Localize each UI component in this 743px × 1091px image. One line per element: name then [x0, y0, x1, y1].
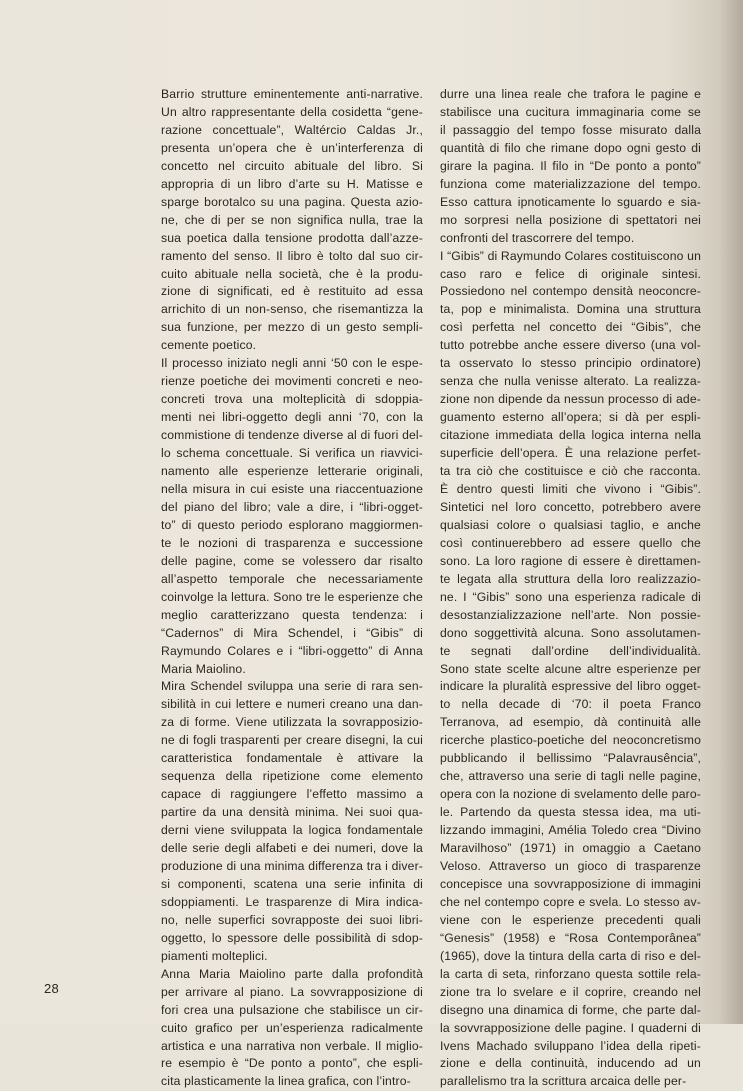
- text-line: Anna Maria Maiolino parte dalla profondità: [161, 966, 423, 981]
- text-line: zione non dipende da nessun processo di ade-: [440, 392, 701, 407]
- text-line: appropria di un libro d’arte su H. Matisse e: [161, 176, 423, 191]
- text-line: viene con le esperienze precedenti quali: [440, 912, 701, 927]
- text-line: nella misura in cui esiste una riaccentuazione: [161, 481, 423, 496]
- text-line: lizzando immagini, Amélia Toledo crea “Divino: [440, 823, 701, 838]
- text-line: superficie dell’opera. È una relazione perfet-: [440, 446, 701, 461]
- text-line: che, attraverso una serie di tagli nelle pagine,: [440, 769, 701, 784]
- text-line: si componenti, scatena una serie infinita di: [161, 876, 423, 891]
- text-line: sparge borotalco su una pagina. Questa azio-: [161, 194, 423, 209]
- text-line: cuito grafico per un’esperienza radicalmente: [161, 1020, 423, 1035]
- text-line: ramento del senso. Il libro è tolto dal suo cir-: [161, 248, 423, 263]
- text-line: te segnati dall’ordine dell’individualità.: [440, 643, 701, 658]
- text-line: caso raro e felice di originale sintesi.: [440, 266, 701, 281]
- text-line: parallelismo tra la scrittura arcaica delle per-: [440, 1074, 687, 1089]
- text-line: disegno una dinamica di forme, che parte dal-: [440, 1002, 701, 1017]
- text-line: zione di significati, ed è restituito ad essa: [161, 284, 423, 299]
- text-line: per arrivare al piano. La sovvrapposizione di: [161, 984, 423, 999]
- text-line: pubblicando il bellissimo “Palavrausência”,: [440, 751, 701, 766]
- text-line: ta osservato lo stesso principio ordinatore): [440, 356, 701, 371]
- text-line: Terranova, ad esempio, dà continuità alle: [440, 715, 701, 730]
- text-line: cemente poetico.: [161, 338, 257, 353]
- text-line: citazione immediata della logica interna nella: [440, 428, 701, 443]
- text-column-left: [161, 86, 423, 1091]
- page-edge-shadow: [719, 0, 743, 1024]
- text-line: capace di raggiungere l’effetto massimo a: [161, 787, 423, 802]
- text-line: no, nelle superfici sovrapposte dei suoi libri-: [161, 912, 423, 927]
- text-line: la sovvrapposizione delle pagine. I quaderni di: [440, 1020, 701, 1035]
- text-line: funziona come materializzazione del tempo.: [440, 176, 701, 191]
- text-line: Maravilhoso” (1971) in omaggio a Caetano: [440, 841, 701, 856]
- text-line: Possiedono nel contempo densità neoconcre-: [440, 284, 701, 299]
- text-line: la carta di seta, rinforzano questa sottile rela-: [440, 966, 701, 981]
- text-line: tutto potrebbe anche essere diverso (una vol-: [440, 338, 701, 353]
- text-line: menti nei libri-oggetto degli anni ‘70, con la: [161, 410, 423, 425]
- text-line: oggetto, lo spessore delle possibilità di sdop-: [161, 930, 423, 945]
- text-line: ricerche plastico-poetiche del neoconcretismo: [440, 733, 701, 748]
- text-line: ta tra ciò che costituisce e ciò che racconta.: [440, 464, 701, 479]
- text-line: sequenza della ripetizione come elemento: [161, 769, 423, 784]
- text-line: Il processo iniziato negli anni ‘50 con le espe-: [161, 356, 423, 371]
- text-line: “Genesis” (1958) e “Rosa Contemporânea”: [440, 930, 701, 945]
- text-line: (1965), dove la tintura della carta di riso e del-: [440, 948, 701, 963]
- text-line: durre una linea reale che trafora le pagine e: [440, 87, 701, 101]
- text-line: così continuerebbero ad essere quello che: [440, 535, 701, 550]
- text-line: derni viene sviluppata la logica fondamentale: [161, 823, 423, 838]
- text-line: to nella decade di ‘70: il poeta Franco: [440, 697, 701, 712]
- text-line: dono soggettività alcuna. Sono assolutamen-: [440, 625, 701, 640]
- text-line: cuito abituale nella società, che è la produ-: [161, 266, 423, 281]
- text-line: sono. La loro ragione di essere è direttamen-: [440, 553, 701, 568]
- text-line: sdoppiamenti. Le trasparenze di Mira indica-: [161, 894, 423, 909]
- text-line: te le nozioni di trasparenza e successione: [161, 535, 423, 550]
- text-line: coinvolge la lettura. Sono tre le esperienze che: [161, 589, 423, 604]
- text-line: senza che nulla venisse alterato. La realizza-: [440, 374, 701, 389]
- text-line: quantità di filo che rimane dopo ogni gesto di: [440, 140, 701, 155]
- text-line: zione tra lo svelare e il coprire, creando nel: [440, 984, 701, 999]
- text-line: concetto nel circuito abituale del libro. Si: [161, 158, 423, 173]
- text-line: girare la pagina. Il filo in “De ponto a ponto”: [440, 158, 701, 173]
- text-line: namento alle esperienze letterarie originali,: [161, 464, 423, 479]
- text-line: le. Partendo da questa stessa idea, ma uti-: [440, 805, 701, 820]
- text-line: così perfetta nel concetto dei “Gibis”, che: [440, 320, 701, 335]
- text-line: te legata alla struttura della loro realizzazio-: [440, 571, 701, 586]
- text-column-right: [440, 86, 701, 1091]
- text-line: desostanzializzazione nell’arte. Non possie-: [440, 607, 701, 622]
- text-line: che nel contempo copre e svela. Lo stesso av-: [440, 894, 701, 909]
- text-line: concreti trova una molteplicità di sdoppia-: [161, 392, 423, 407]
- text-line: È dentro questi limiti che vivono i “Gibis”.: [440, 481, 701, 496]
- text-line: Sono state scelte alcune altre esperienze per: [440, 661, 701, 676]
- text-line: rienze poetiche dei movimenti concreti e neo-: [161, 374, 423, 389]
- text-line: fori crea una pulsazione che stabilisce un cir-: [161, 1002, 423, 1017]
- text-line: Sintetici nel loro concetto, potrebbero avere: [440, 499, 701, 514]
- text-line: meglio caratterizzano questa tendenza: i: [161, 607, 423, 622]
- text-line: sua funzione, per mezzo di un gesto sempli-: [161, 320, 423, 335]
- text-line: ne di fogli trasparenti per creare disegni, la cui: [161, 733, 423, 748]
- text-line: del piano del libro; vale a dire, i “libri-ogget-: [161, 499, 423, 514]
- text-line: commistione di tendenze diverse al di fuori del-: [161, 428, 423, 443]
- page-number: 28: [44, 981, 60, 996]
- text-line: piamenti molteplici.: [161, 948, 268, 963]
- text-line: razione concettuale”, Waltércio Caldas Jr.,: [161, 122, 423, 137]
- text-line: sua poetica dalla tensione prodotta dall’azze-: [161, 230, 423, 245]
- text-line: Un altro rappresentante della cosidetta “gene-: [161, 104, 423, 119]
- text-line: lo schema concettuale. Si verifica un riavvici-: [161, 446, 423, 461]
- text-line: ta, pop e minimalista. Domina una struttura: [440, 302, 701, 317]
- text-line: Esso cattura ipnoticamente lo sguardo e sia-: [440, 194, 701, 209]
- text-line: guamento esterno all’opera; si dà per espli-: [440, 410, 701, 425]
- text-line: opera con la nozione di svelamento delle paro-: [440, 787, 701, 802]
- text-line: I “Gibis” di Raymundo Colares costituiscono un: [440, 248, 701, 263]
- text-line: arrichito di un non-senso, che risemantizza la: [161, 302, 423, 317]
- text-line: cita plasticamente la linea grafica, con l’intro-: [161, 1074, 411, 1089]
- text-line: Raymundo Colares e i “libri-oggetto” di Anna: [161, 643, 423, 658]
- text-line: delle serie degli alfabeti e dei numeri, dove la: [161, 841, 423, 856]
- text-line: ne. I “Gibis” sono una esperienza radicale di: [440, 589, 701, 604]
- text-line: produzione di una minima differenza tra i diver-: [161, 858, 423, 873]
- text-line: qualsiasi colore o qualsiasi taglio, e anche: [440, 517, 701, 532]
- text-line: il passaggio del tempo fosse misurato dalla: [440, 122, 701, 137]
- text-line: concepisce una sovvrapposizione di immagini: [440, 876, 701, 891]
- text-line: stabilisce una cucitura immaginaria come se: [440, 104, 701, 119]
- text-line: zione e della continuità, inducendo ad un: [440, 1056, 701, 1071]
- text-line: Veloso. Attraverso un gioco di trasparenze: [440, 858, 701, 873]
- text-line: Mira Schendel sviluppa una serie di rara sen-: [161, 679, 423, 694]
- text-line: all’aspetto temporale che necessariamente: [161, 571, 423, 586]
- text-line: presenta un’opera che è un’interferenza di: [161, 140, 423, 155]
- text-line: za di forme. Viene utilizzata la sovrapposizio-: [161, 715, 423, 730]
- text-line: caratteristica fondamentale è attivare la: [161, 751, 423, 766]
- text-line: mo sorpresi nella posizione di spettatori nei: [440, 212, 701, 227]
- text-line: indicare la pluralità espressive del libro ogget-: [440, 679, 701, 694]
- text-line: confronti del trascorrere del tempo.: [440, 230, 635, 245]
- text-line: Ivens Machado sviluppano l’idea della ripeti-: [440, 1038, 701, 1053]
- text-line: “Cadernos” di Mira Schendel, i “Gibis” di: [161, 625, 423, 640]
- text-line: to” di questo periodo esplorano maggiormen-: [161, 517, 423, 532]
- text-line: Maria Maiolino.: [161, 661, 246, 676]
- text-line: ne, che di per se non significa nulla, trae la: [161, 212, 423, 227]
- text-line: Barrio strutture eminentemente anti-narrative.: [161, 87, 423, 101]
- text-line: partire da una densità minima. Nei suoi qua-: [161, 805, 423, 820]
- text-line: sibilità in cui lettere e numeri creano una dan-: [161, 697, 423, 712]
- text-line: re esempio è “De ponto a ponto”, che espli-: [161, 1056, 423, 1071]
- text-line: artistica e una narrativa non verbale. Il miglio-: [161, 1038, 423, 1053]
- text-line: delle pagine, come se volessero dar risalto: [161, 553, 423, 568]
